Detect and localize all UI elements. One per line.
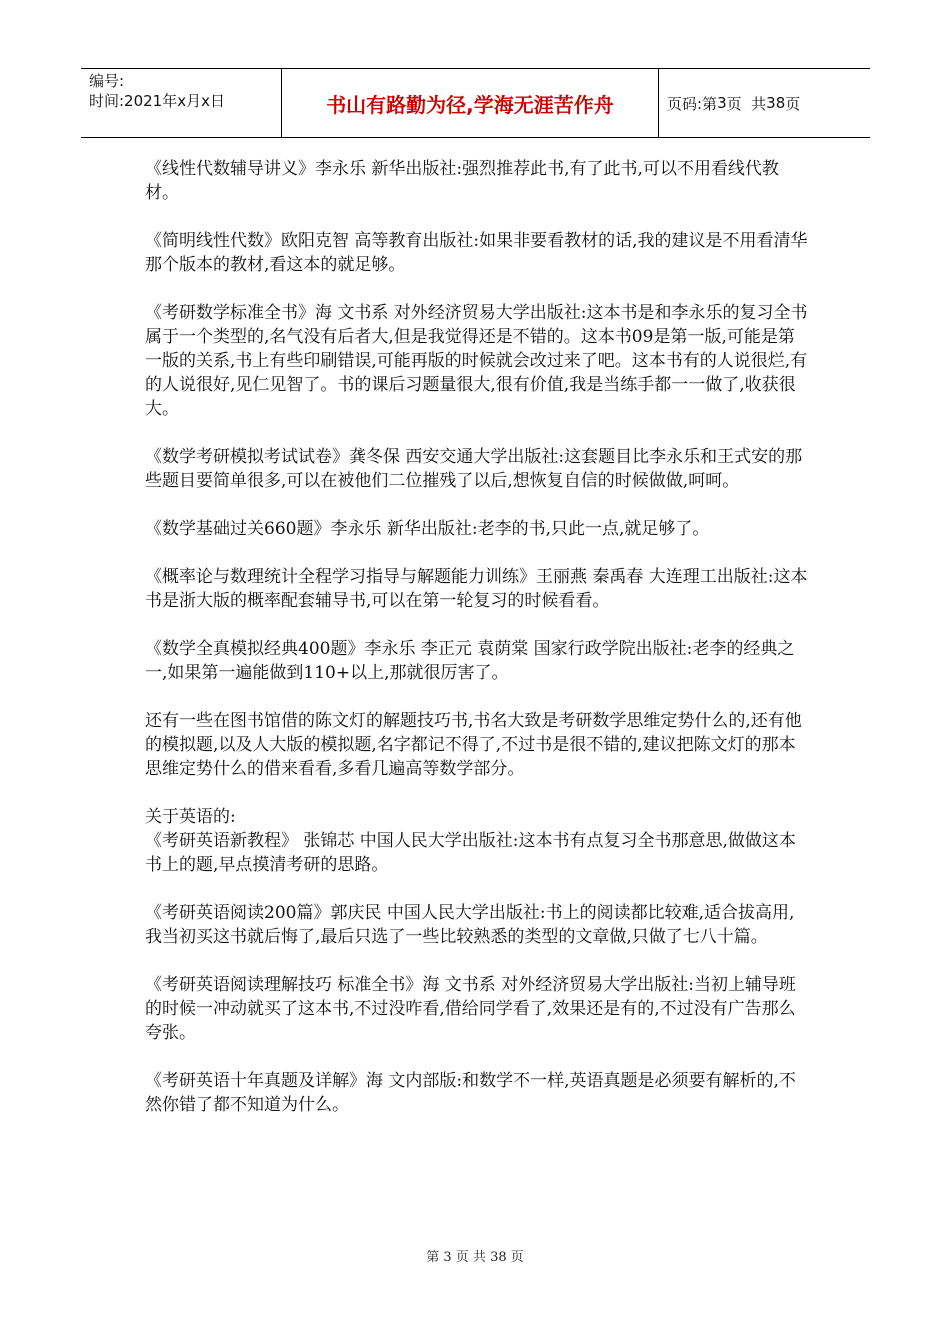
footer-prefix: 第: [426, 1250, 444, 1265]
page-mid: 页 共: [726, 94, 767, 113]
section-heading: 关于英语的:: [145, 807, 236, 827]
page-footer: [0, 1246, 950, 1265]
paragraph: 《考研英语十年真题及详解》海 文内部版:和数学不一样,英语真题是必须要有解析的,不然你错了都不知道为什么。: [145, 1071, 796, 1115]
paragraph: 《线性代数辅导讲义》李永乐 新华出版社:强烈推荐此书,有了此书,可以不用看线代教材。: [145, 159, 779, 203]
page-header: [81, 68, 870, 138]
header-page-indicator: [659, 69, 870, 137]
paragraph: 《数学基础过关660题》李永乐 新华出版社:老李的书,只此一点,就足够了。: [145, 519, 710, 539]
footer-mid: 页 共: [451, 1250, 491, 1265]
paragraph: 《数学考研模拟考试试卷》龚冬保 西安交通大学出版社:这套题目比李永乐和王式安的那些题目要简单很多,可以在被他们二位摧残了以后,想恢复自信的时候做做,呵呵。: [145, 447, 803, 491]
page-total: 38: [766, 94, 786, 112]
page-label: 页码:第: [667, 94, 718, 113]
paragraph: 《考研英语阅读理解技巧 标准全书》海 文书系 对外经济贸易大学出版社:当初上辅导班的时候一冲动就买了这本书,不过没咋看,借给同学看了,效果还是有的,不过没有广告那么夸张。: [145, 975, 796, 1043]
page-current: 3: [717, 94, 727, 112]
header-meta: [81, 69, 282, 137]
paragraph: 还有一些在图书馆借的陈文灯的解题技巧书,书名大致是考研数学思维定势什么的,还有他的模拟题,以及人大版的模拟题,名字都记不得了,不过书是很不错的,建议把陈文灯的那本思维定势什么的借来看看,多看几遍高等数学部分。: [145, 711, 802, 779]
document-time-label: 时间:2021年x月x日: [89, 92, 225, 110]
paragraph: 《概率论与数理统计全程学习指导与解题能力训练》王丽燕 秦禹春 大连理工出版社:这本书是浙大版的概率配套辅导书,可以在第一轮复习的时候看看。: [145, 567, 808, 611]
paragraph: 《数学全真模拟经典400题》李永乐 李正元 袁荫棠 国家行政学院出版社:老李的经典之一,如果第一遍能做到110+以上,那就很厉害了。: [145, 639, 795, 683]
document-body: [145, 157, 810, 1141]
paragraph: 《考研英语新教程》 张锦芯 中国人民大学出版社:这本书有点复习全书那意思,做做这本书上的题,早点摸清考研的思路。: [145, 831, 796, 875]
page-end: 页: [785, 94, 801, 113]
paragraph: 《考研数学标准全书》海 文书系 对外经济贸易大学出版社:这本书是和李永乐的复习全书属于一个类型的,名气没有后者大,但是我觉得还是不错的。这本书09是第一版,可能是第一版的关系,书上有些印刷错误,可能再版的时候就会改过来了吧。这本书有的人说很烂,有的人说很好,见仁见智了。书的课后习题量很大,很有价值,我是当练手都一一做了,收获很大。: [145, 303, 808, 419]
paragraph: 《考研英语阅读200篇》郭庆民 中国人民大学出版社:书上的阅读都比较难,适合拔高用,我当初买这书就后悔了,最后只选了一些比较熟悉的类型的文章做,只做了七八十篇。: [145, 903, 795, 947]
footer-current-page: 3: [443, 1250, 452, 1265]
footer-total-pages: 38: [490, 1250, 507, 1265]
document-number-label: 编号:: [89, 72, 125, 90]
footer-suffix: 页: [506, 1250, 524, 1265]
paragraph: 《简明线性代数》欧阳克智 高等教育出版社:如果非要看教材的话,我的建议是不用看清华那个版本的教材,看这本的就足够。: [145, 231, 808, 275]
header-motto: 书山有路勤为径,学海无涯苦作舟: [282, 69, 659, 137]
